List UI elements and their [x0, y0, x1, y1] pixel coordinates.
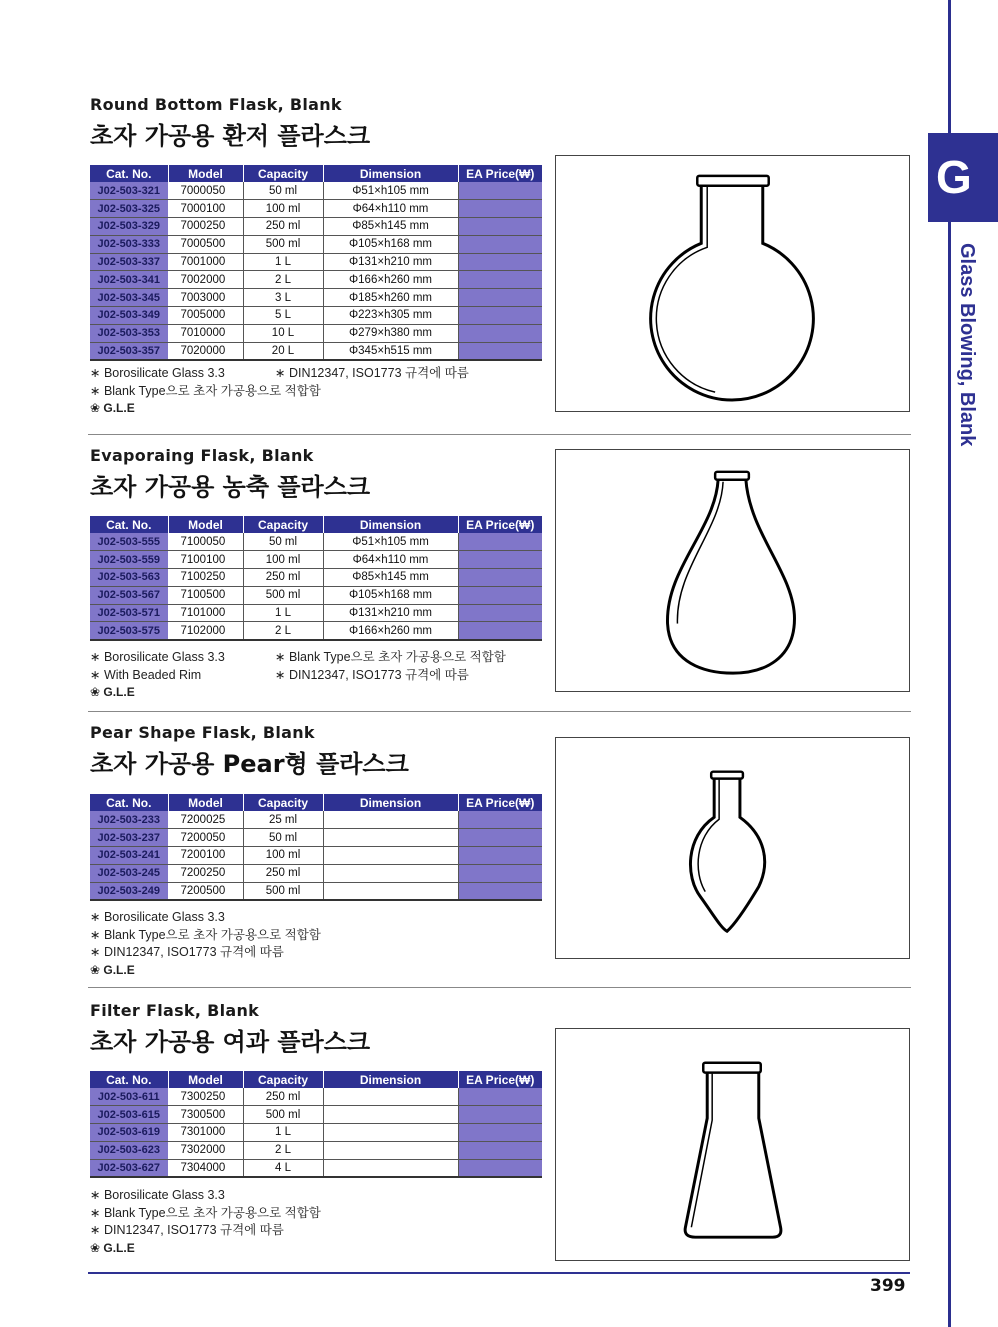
- dimension: Φ105×h168 mm: [323, 586, 458, 604]
- cat-no: J02-503-329: [90, 218, 168, 236]
- model: 7200050: [168, 829, 243, 847]
- note: ∗ DIN12347, ISO1773 규격에 따름: [90, 1223, 284, 1237]
- cat-no: J02-503-611: [90, 1088, 168, 1106]
- capacity: 500 ml: [243, 1106, 323, 1124]
- note: ∗ DIN12347, ISO1773 규격에 따름: [275, 667, 469, 682]
- table-row: [90, 324, 542, 342]
- notes: [90, 649, 506, 702]
- model: 7002000: [168, 271, 243, 289]
- price: [458, 551, 542, 569]
- cat-no: J02-503-623: [90, 1141, 168, 1159]
- price: [458, 622, 542, 640]
- price: [458, 253, 542, 271]
- round-bottom-flask-drawing: [556, 156, 909, 411]
- dimension: Φ85×h145 mm: [323, 569, 458, 587]
- section-title-ko: 초자 가공용 농축 플라스크: [90, 473, 371, 501]
- dimension: [323, 1088, 458, 1106]
- table-row: [90, 604, 542, 622]
- capacity: 1 L: [243, 1124, 323, 1142]
- dimension: Φ105×h168 mm: [323, 235, 458, 253]
- capacity: 5 L: [243, 307, 323, 325]
- price: [458, 864, 542, 882]
- col-price: EA Price(₩): [458, 1071, 542, 1088]
- col-dimension: Dimension: [323, 165, 458, 182]
- model: 7020000: [168, 342, 243, 360]
- cat-no: J02-503-325: [90, 200, 168, 218]
- cat-no: J02-503-619: [90, 1124, 168, 1142]
- capacity: 50 ml: [243, 829, 323, 847]
- model: 7003000: [168, 289, 243, 307]
- dimension: [323, 1124, 458, 1142]
- table-row: [90, 533, 542, 551]
- model: 7200100: [168, 847, 243, 865]
- col-cat-no: Cat. No.: [90, 1071, 168, 1088]
- col-cat-no: Cat. No.: [90, 165, 168, 182]
- section-title-ko: 초자 가공용 여과 플라스크: [90, 1028, 371, 1056]
- note: ∗ DIN12347, ISO1773 규격에 따름: [275, 366, 469, 380]
- model: 7301000: [168, 1124, 243, 1142]
- notes: [90, 909, 321, 979]
- capacity: 50 ml: [243, 533, 323, 551]
- dimension: [323, 1159, 458, 1177]
- capacity: 50 ml: [243, 182, 323, 200]
- col-capacity: Capacity: [243, 165, 323, 182]
- table-row: [90, 1141, 542, 1159]
- cat-no: J02-503-241: [90, 847, 168, 865]
- col-capacity: Capacity: [243, 794, 323, 811]
- price: [458, 847, 542, 865]
- note: ∗ With Beaded Rim: [90, 667, 202, 682]
- capacity: 100 ml: [243, 200, 323, 218]
- col-model: Model: [168, 794, 243, 811]
- product-table: [90, 516, 542, 641]
- dimension: Φ51×h105 mm: [323, 533, 458, 551]
- col-cat-no: Cat. No.: [90, 794, 168, 811]
- note: ∗ Borosilicate Glass 3.3: [90, 650, 225, 664]
- model: 7302000: [168, 1141, 243, 1159]
- note: ∗ Blank Type으로 초자 가공용으로 적합함: [90, 383, 321, 398]
- product-table: [90, 165, 542, 361]
- dimension: [323, 829, 458, 847]
- dimension: Φ64×h110 mm: [323, 200, 458, 218]
- dimension: Φ64×h110 mm: [323, 551, 458, 569]
- table-row: [90, 882, 542, 900]
- capacity: 2 L: [243, 1141, 323, 1159]
- cat-no: J02-503-353: [90, 324, 168, 342]
- dimension: Φ51×h105 mm: [323, 182, 458, 200]
- capacity: 20 L: [243, 342, 323, 360]
- dimension: Φ85×h145 mm: [323, 218, 458, 236]
- price: [458, 829, 542, 847]
- table-row: [90, 200, 542, 218]
- model: 7000500: [168, 235, 243, 253]
- capacity: 1 L: [243, 604, 323, 622]
- note: ∗ Borosilicate Glass 3.3: [90, 366, 225, 380]
- product-table: [90, 1071, 542, 1178]
- price: [458, 218, 542, 236]
- cat-no: J02-503-575: [90, 622, 168, 640]
- col-model: Model: [168, 516, 243, 533]
- model: 7000250: [168, 218, 243, 236]
- table-row: [90, 864, 542, 882]
- cat-no: J02-503-233: [90, 811, 168, 829]
- capacity: 100 ml: [243, 551, 323, 569]
- brand-label: ❀ G.L.E: [90, 685, 135, 699]
- price: [458, 182, 542, 200]
- footer-rule: [88, 1272, 910, 1274]
- dimension: Φ345×h515 mm: [323, 342, 458, 360]
- table-row: [90, 182, 542, 200]
- price: [458, 289, 542, 307]
- cat-no: J02-503-627: [90, 1159, 168, 1177]
- note: ∗ Blank Type으로 초자 가공용으로 적합함: [90, 927, 321, 942]
- col-dimension: Dimension: [323, 794, 458, 811]
- dimension: [323, 864, 458, 882]
- table-row: [90, 1088, 542, 1106]
- model: 7102000: [168, 622, 243, 640]
- price: [458, 604, 542, 622]
- price: [458, 271, 542, 289]
- model: 7200025: [168, 811, 243, 829]
- section-title-ko: 초자 가공용 Pear형 플라스크: [90, 750, 409, 778]
- capacity: 10 L: [243, 324, 323, 342]
- cat-no: J02-503-333: [90, 235, 168, 253]
- pear-flask-image: [555, 737, 910, 959]
- price: [458, 1141, 542, 1159]
- table-row: [90, 1159, 542, 1177]
- brand-label: ❀ G.L.E: [90, 1240, 135, 1255]
- col-price: EA Price(₩): [458, 794, 542, 811]
- model: 7100100: [168, 551, 243, 569]
- table-row: [90, 569, 542, 587]
- cat-no: J02-503-349: [90, 307, 168, 325]
- brand-label: ❀ G.L.E: [90, 401, 135, 415]
- cat-no: J02-503-345: [90, 289, 168, 307]
- section-title-en: Filter Flask, Blank: [90, 1001, 260, 1020]
- section-title-en: Evaporaing Flask, Blank: [90, 446, 314, 465]
- capacity: 250 ml: [243, 218, 323, 236]
- cat-no: J02-503-245: [90, 864, 168, 882]
- filter-flask-image: [555, 1028, 910, 1261]
- table-row: [90, 551, 542, 569]
- dimension: Φ185×h260 mm: [323, 289, 458, 307]
- section-round-bottom: [90, 95, 910, 151]
- round-bottom-flask-image: [555, 155, 910, 412]
- capacity: 500 ml: [243, 882, 323, 900]
- capacity: 100 ml: [243, 847, 323, 865]
- price: [458, 811, 542, 829]
- capacity: 500 ml: [243, 235, 323, 253]
- col-model: Model: [168, 165, 243, 182]
- dimension: [323, 1141, 458, 1159]
- dimension: [323, 882, 458, 900]
- price: [458, 200, 542, 218]
- model: 7010000: [168, 324, 243, 342]
- notes: [90, 365, 469, 418]
- cat-no: J02-503-615: [90, 1106, 168, 1124]
- table-row: [90, 218, 542, 236]
- section-divider: [88, 711, 911, 712]
- price: [458, 882, 542, 900]
- capacity: 1 L: [243, 253, 323, 271]
- table-row: [90, 811, 542, 829]
- note: ∗ DIN12347, ISO1773 규격에 따름: [90, 945, 284, 959]
- product-table: [90, 794, 542, 901]
- dimension: [323, 811, 458, 829]
- note: ∗ Blank Type으로 초자 가공용으로 적합함: [275, 650, 506, 664]
- section-divider: [88, 987, 911, 988]
- dimension: Φ166×h260 mm: [323, 622, 458, 640]
- table-row: [90, 829, 542, 847]
- price: [458, 1159, 542, 1177]
- model: 7000100: [168, 200, 243, 218]
- col-capacity: Capacity: [243, 516, 323, 533]
- table-row: [90, 342, 542, 360]
- cat-no: J02-503-571: [90, 604, 168, 622]
- price: [458, 586, 542, 604]
- model: 7100250: [168, 569, 243, 587]
- page-number: 399: [870, 1276, 906, 1296]
- model: 7100050: [168, 533, 243, 551]
- note: ∗ Borosilicate Glass 3.3: [90, 1188, 225, 1202]
- capacity: 250 ml: [243, 864, 323, 882]
- chapter-label: [952, 243, 982, 473]
- price: [458, 324, 542, 342]
- table-row: [90, 586, 542, 604]
- cat-no: J02-503-341: [90, 271, 168, 289]
- model: 7300500: [168, 1106, 243, 1124]
- evaporating-flask-drawing: [556, 450, 909, 691]
- table-row: [90, 1106, 542, 1124]
- cat-no: J02-503-337: [90, 253, 168, 271]
- price: [458, 1124, 542, 1142]
- dimension: Φ279×h380 mm: [323, 324, 458, 342]
- dimension: Φ131×h210 mm: [323, 253, 458, 271]
- cat-no: J02-503-567: [90, 586, 168, 604]
- price: [458, 533, 542, 551]
- note: ∗ Borosilicate Glass 3.3: [90, 910, 225, 924]
- model: 7300250: [168, 1088, 243, 1106]
- section-divider: [88, 434, 911, 435]
- dimension: Φ223×h305 mm: [323, 307, 458, 325]
- col-price: EA Price(₩): [458, 516, 542, 533]
- cat-no: J02-503-321: [90, 182, 168, 200]
- filter-flask-drawing: [556, 1029, 909, 1260]
- dimension: [323, 847, 458, 865]
- model: 7304000: [168, 1159, 243, 1177]
- cat-no: J02-503-249: [90, 882, 168, 900]
- capacity: 250 ml: [243, 569, 323, 587]
- capacity: 3 L: [243, 289, 323, 307]
- model: 7100500: [168, 586, 243, 604]
- col-price: EA Price(₩): [458, 165, 542, 182]
- chapter-label-text: Glass Blowing, Blank: [956, 243, 978, 447]
- model: 7200500: [168, 882, 243, 900]
- capacity: 500 ml: [243, 586, 323, 604]
- capacity: 25 ml: [243, 811, 323, 829]
- chapter-tab: G: [928, 133, 998, 222]
- model: 7001000: [168, 253, 243, 271]
- col-cat-no: Cat. No.: [90, 516, 168, 533]
- evaporating-flask-image: [555, 449, 910, 692]
- table-row: [90, 253, 542, 271]
- table-row: [90, 271, 542, 289]
- price: [458, 307, 542, 325]
- model: 7000050: [168, 182, 243, 200]
- notes: [90, 1187, 321, 1257]
- dimension: Φ131×h210 mm: [323, 604, 458, 622]
- price: [458, 235, 542, 253]
- dimension: Φ166×h260 mm: [323, 271, 458, 289]
- capacity: 2 L: [243, 271, 323, 289]
- capacity: 250 ml: [243, 1088, 323, 1106]
- price: [458, 1088, 542, 1106]
- cat-no: J02-503-555: [90, 533, 168, 551]
- col-model: Model: [168, 1071, 243, 1088]
- section-title-en: Pear Shape Flask, Blank: [90, 723, 315, 742]
- section-title-ko: 초자 가공용 환저 플라스크: [90, 122, 371, 150]
- pear-flask-drawing: [556, 738, 909, 958]
- price: [458, 569, 542, 587]
- price: [458, 1106, 542, 1124]
- model: 7101000: [168, 604, 243, 622]
- dimension: [323, 1106, 458, 1124]
- brand-label: ❀ G.L.E: [90, 962, 135, 977]
- cat-no: J02-503-563: [90, 569, 168, 587]
- table-row: [90, 235, 542, 253]
- table-row: [90, 289, 542, 307]
- table-row: [90, 1124, 542, 1142]
- cat-no: J02-503-559: [90, 551, 168, 569]
- col-dimension: Dimension: [323, 1071, 458, 1088]
- col-capacity: Capacity: [243, 1071, 323, 1088]
- table-row: [90, 307, 542, 325]
- section-title-en: Round Bottom Flask, Blank: [90, 95, 342, 114]
- capacity: 4 L: [243, 1159, 323, 1177]
- col-dimension: Dimension: [323, 516, 458, 533]
- cat-no: J02-503-357: [90, 342, 168, 360]
- price: [458, 342, 542, 360]
- table-row: [90, 622, 542, 640]
- note: ∗ Blank Type으로 초자 가공용으로 적합함: [90, 1205, 321, 1220]
- model: 7005000: [168, 307, 243, 325]
- table-row: [90, 847, 542, 865]
- capacity: 2 L: [243, 622, 323, 640]
- cat-no: J02-503-237: [90, 829, 168, 847]
- model: 7200250: [168, 864, 243, 882]
